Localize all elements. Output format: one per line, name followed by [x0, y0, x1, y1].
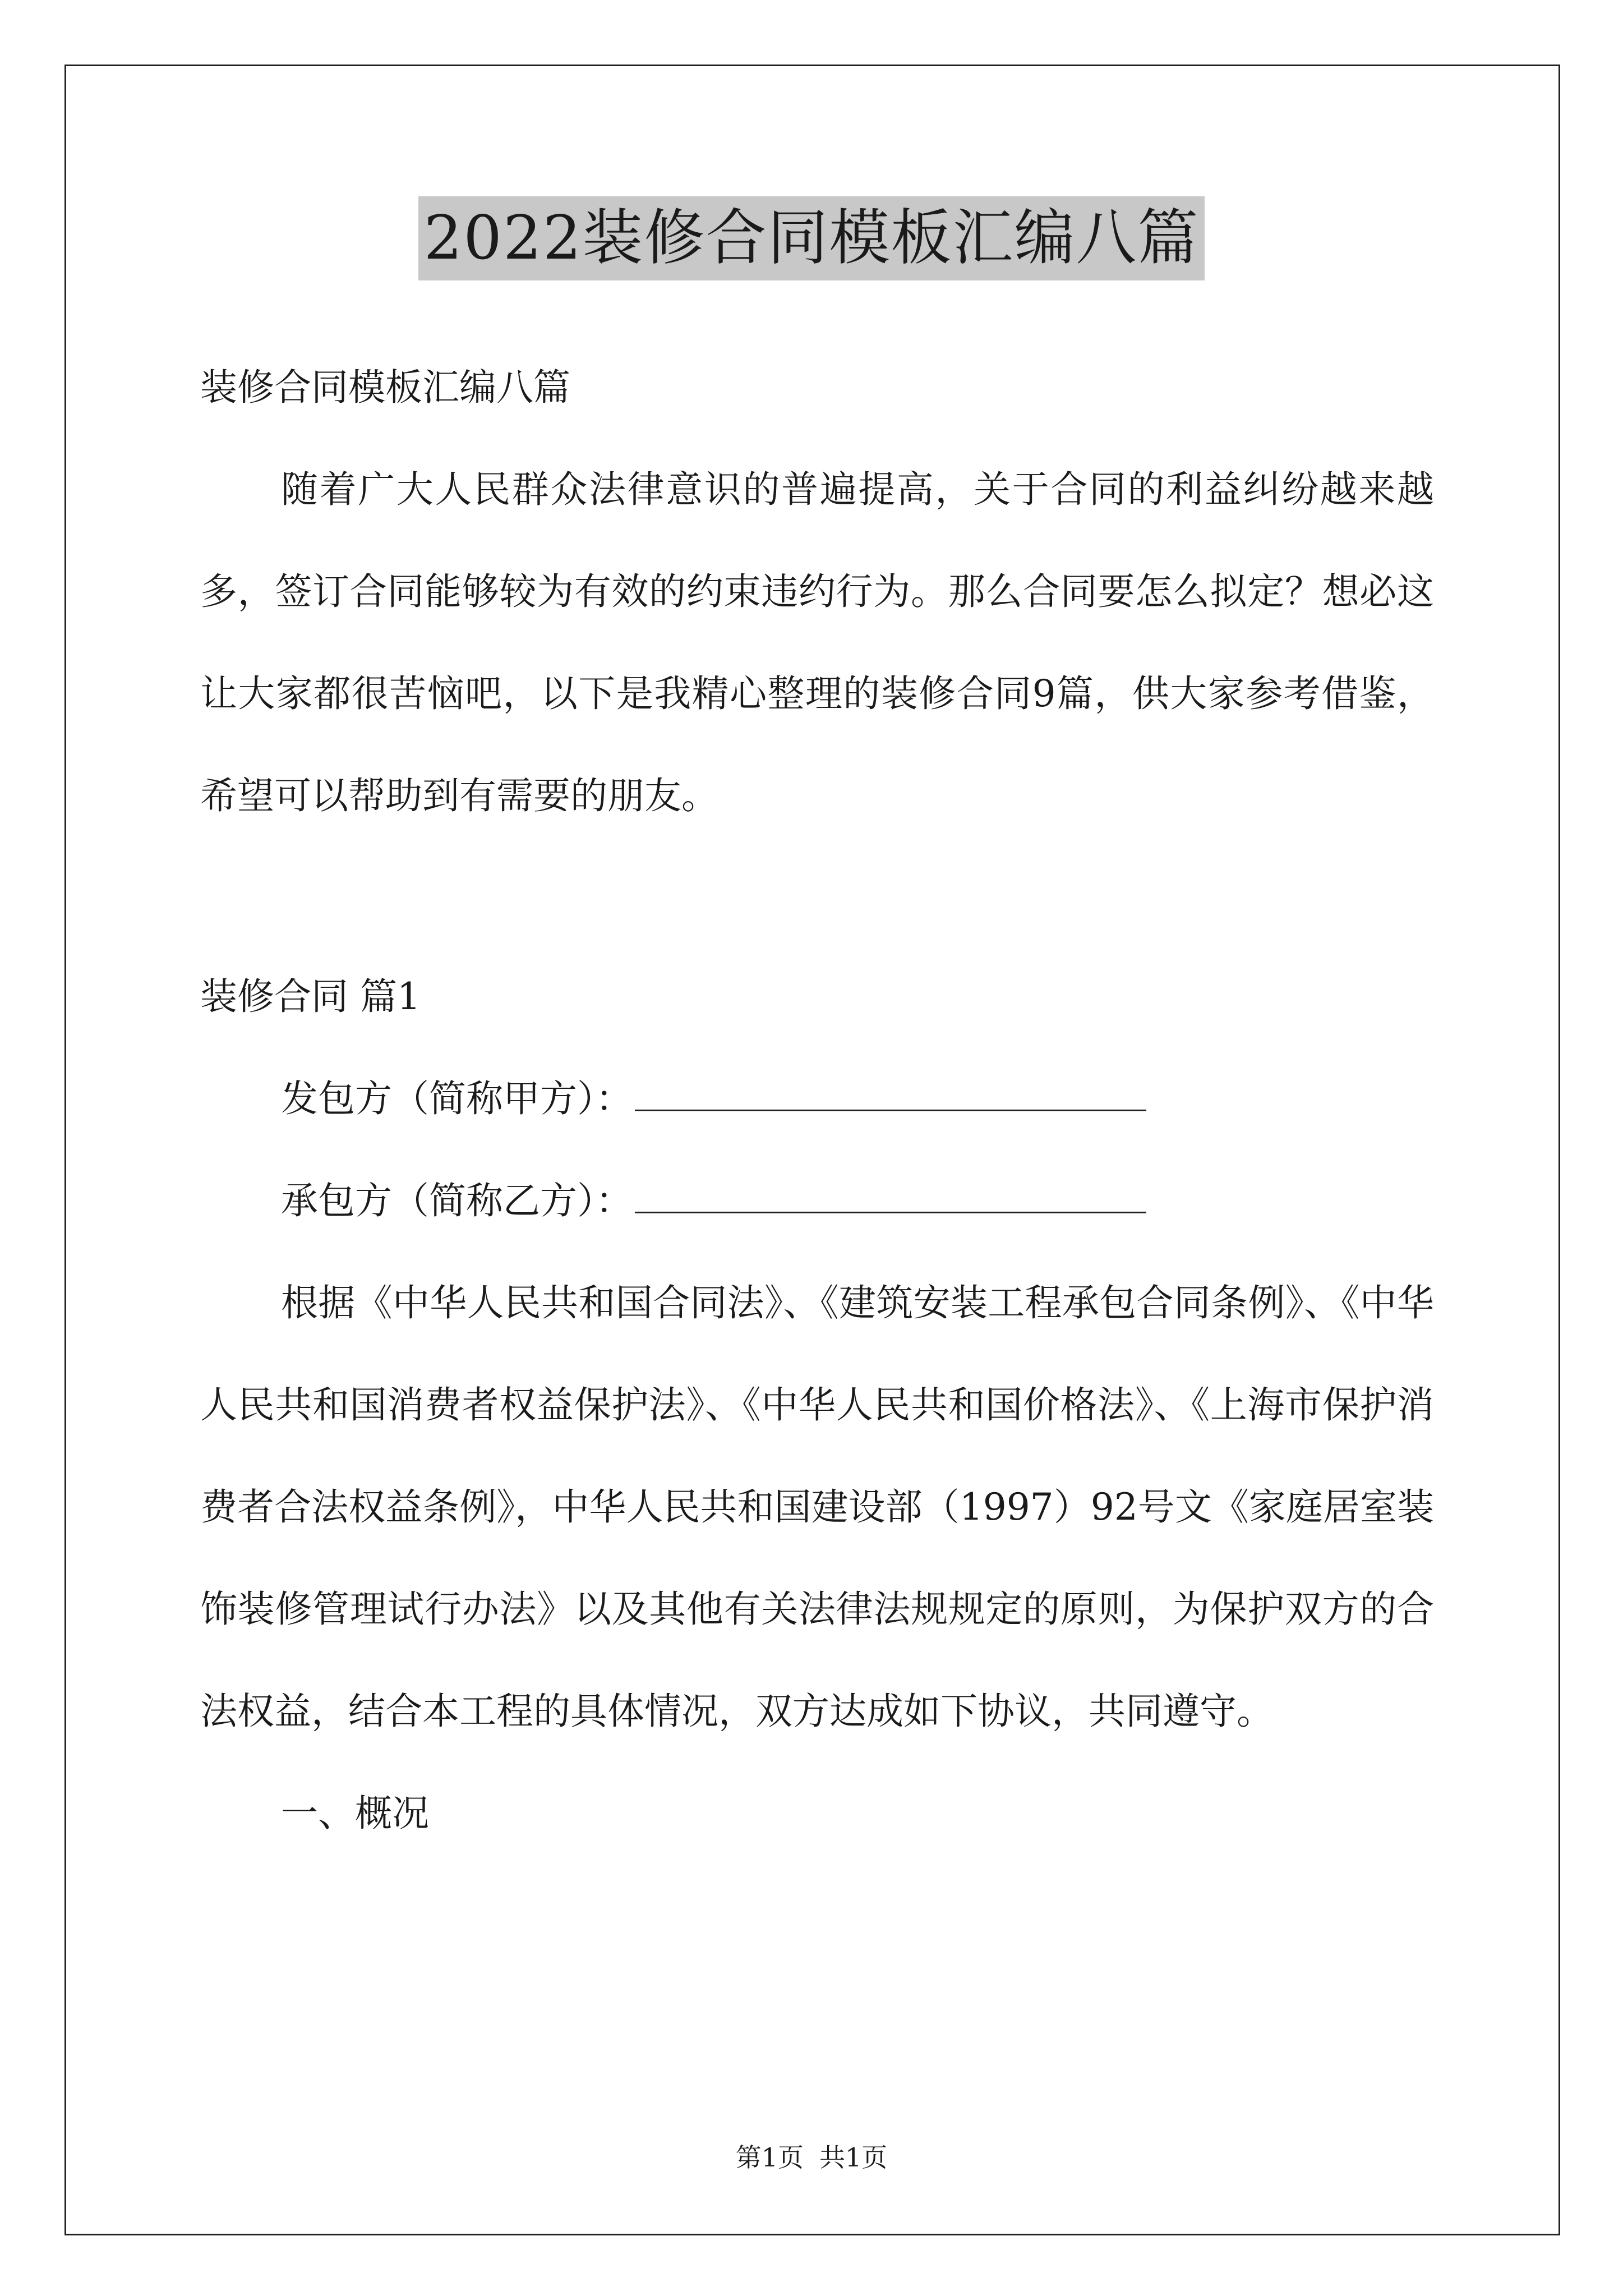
clause-one-heading: 一、概况 [281, 1792, 429, 1835]
section-heading: 装修合同 篇1 [200, 975, 421, 1018]
party-a-blank-field[interactable] [635, 1073, 1146, 1111]
document-title: 2022装修合同模板汇编八篇 [418, 196, 1205, 280]
page-total: 共1页 [819, 2142, 888, 2173]
party-b-line [200, 1150, 1434, 1252]
title-container [0, 196, 1623, 280]
intro-paragraph: 随着广大人民群众法律意识的普遍提高，关于合同的利益纠纷越来越多，签订合同能够较为有效的约束违约行为。那么合同要怎么拟定？想必这让大家都很苦恼吧，以下是我精心整理的装修合同9篇，供大家参考借鉴，希望可以帮助到有需要的朋友。 [200, 468, 1434, 817]
document-subtitle: 装修合同模板汇编八篇 [200, 366, 570, 409]
document-body [200, 337, 1434, 1865]
party-b-blank-field[interactable] [635, 1175, 1146, 1213]
page-current: 第1页 [735, 2142, 804, 2173]
section-spacer [200, 847, 1434, 946]
party-a-line [200, 1048, 1434, 1150]
basis-paragraph: 根据《中华人民共和国合同法》、《建筑安装工程承包合同条例》、《中华人民共和国消费者权益保护法》、《中华人民共和国价格法》、《上海市保护消费者合法权益条例》，中华人民共和国建设部（1997）92号文《家庭居室装饰装修管理试行办法》以及其他有关法律法规规定的原则，为保护双方的合法权益，结合本工程的具体情况，双方达成如下协议，共同遵守。 [200, 1281, 1434, 1733]
page-footer [0, 2137, 1623, 2174]
party-b-label: 承包方（简称乙方）： [281, 1179, 633, 1222]
party-a-label: 发包方（简称甲方）： [281, 1077, 633, 1120]
